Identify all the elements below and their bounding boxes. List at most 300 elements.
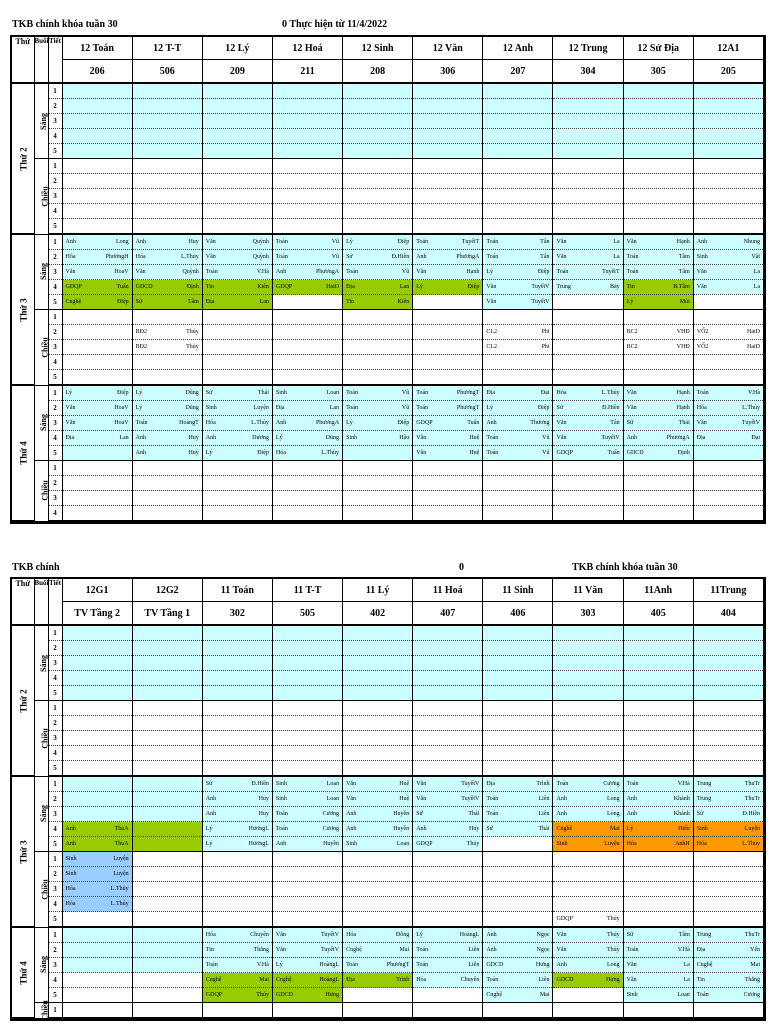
timetable-cell (132, 401, 202, 416)
subject-text: Trung (556, 283, 571, 290)
class-name-header: 12G1 (62, 579, 132, 602)
subject-text: Anh (135, 434, 146, 441)
timetable-cell (623, 776, 693, 792)
timetable-cell (272, 99, 342, 114)
timetable-cell (272, 822, 342, 837)
timetable-cell (272, 686, 342, 701)
timetable-cell (693, 716, 763, 731)
teacher-text: Dương (252, 434, 269, 441)
subject-text: Sinh (275, 795, 287, 802)
timetable-cell (62, 219, 132, 235)
room-header: 205 (693, 60, 763, 84)
teacher-text: L.Thủy (110, 900, 129, 907)
teacher-text: Long (606, 810, 620, 817)
period-number: 4 (48, 204, 62, 219)
timetable-cell (202, 385, 272, 401)
teacher-text: B.Tâm (673, 283, 690, 290)
subject-text: Toán (346, 961, 358, 968)
period-number: 4 (48, 746, 62, 761)
timetable-cell (202, 837, 272, 852)
subject-text: Hóa (205, 931, 216, 938)
timetable-cell (132, 1003, 202, 1019)
timetable-cell (132, 807, 202, 822)
timetable-cell (202, 295, 272, 310)
timetable-cell (483, 189, 553, 204)
subject-text: Anh (556, 810, 567, 817)
subject-text: Văn (486, 298, 497, 305)
timetable-cell (343, 671, 413, 686)
timetable-cell (62, 401, 132, 416)
timetable-cell (553, 385, 623, 401)
timetable-cell (202, 446, 272, 461)
timetable-cell (62, 129, 132, 144)
timetable-cell (623, 867, 693, 882)
timetable-cell (272, 958, 342, 973)
timetable-cell (132, 958, 202, 973)
timetable-cell (413, 325, 483, 340)
timetable-cell (132, 416, 202, 431)
timetable-cell (553, 355, 623, 370)
teacher-text: La (683, 961, 690, 968)
subject-text: Văn (416, 449, 427, 456)
timetable-cell (272, 401, 342, 416)
timetable-cell (202, 83, 272, 99)
teacher-text: Mai (399, 946, 410, 953)
timetable-cell (343, 204, 413, 219)
timetable-cell (202, 882, 272, 897)
class-name-header: 12 Toán (62, 37, 132, 60)
teacher-text: Lan (259, 298, 269, 305)
subject-text: Anh (626, 795, 637, 802)
subject-text: Lý (275, 434, 283, 441)
day-label: Thứ 4 (12, 385, 34, 521)
timetable-cell (202, 988, 272, 1003)
teacher-text: Vật (751, 253, 760, 260)
timetable-cell (483, 355, 553, 370)
teacher-text: Tuấn (467, 419, 480, 426)
subject-text: Địa (486, 780, 496, 787)
period-number: 4 (48, 973, 62, 988)
class-name-header: 11 Hoá (413, 579, 483, 602)
timetable-cell (272, 807, 342, 822)
subject-text: Văn (556, 946, 567, 953)
teacher-text: Huệ (399, 795, 410, 802)
period-number: 2 (48, 250, 62, 265)
subject-text: Toán (486, 238, 499, 245)
timetable-cell (272, 250, 342, 265)
timetable-cell (553, 295, 623, 310)
timetable-cell (202, 129, 272, 144)
subject-text: Anh (486, 931, 497, 938)
timetable-cell (62, 174, 132, 189)
timetable-cell (623, 792, 693, 807)
timetable-cell (553, 746, 623, 761)
teacher-text: Huy (188, 449, 199, 456)
timetable-cell (553, 129, 623, 144)
timetable-cell (623, 280, 693, 295)
timetable-cell (343, 927, 413, 943)
timetable-cell (553, 701, 623, 716)
subject-text: Tin (696, 976, 705, 983)
timetable-cell (202, 401, 272, 416)
period-number: 1 (48, 83, 62, 99)
room-header: 506 (132, 60, 202, 84)
timetable-cell (62, 852, 132, 867)
subject-text: Toán (275, 810, 288, 817)
timetable-cell (413, 1003, 483, 1019)
timetable-cell (553, 943, 623, 958)
timetable-cell (553, 174, 623, 189)
subject-text: Anh (65, 825, 76, 832)
timetable-cell (483, 250, 553, 265)
timetable-cell (413, 129, 483, 144)
subject-text: Toán (416, 389, 429, 396)
timetable-cell (132, 144, 202, 159)
teacher-text: Huy (188, 238, 199, 245)
timetable-cell (202, 761, 272, 777)
timetable-cell (553, 99, 623, 114)
timetable-cell (693, 204, 763, 219)
timetable-cell (413, 973, 483, 988)
timetable-cell (693, 159, 763, 174)
timetable-cell (132, 83, 202, 99)
timetable-cell (202, 204, 272, 219)
timetable-cell (132, 174, 202, 189)
subject-text: GDQP (416, 419, 433, 426)
timetable-cell (483, 731, 553, 746)
timetable-cell (483, 792, 553, 807)
period-number: 5 (48, 144, 62, 159)
subject-text: Cnghệ (205, 976, 222, 983)
class-name-header: 12 Trung (553, 37, 623, 60)
class-name-header: 12 Lý (202, 37, 272, 60)
teacher-text: Thương (530, 419, 550, 426)
teacher-text: Dũng (325, 434, 340, 441)
teacher-text: Điệp (537, 404, 550, 411)
timetable-cell (202, 310, 272, 325)
teacher-text: Loan (326, 780, 340, 787)
timetable-cell (483, 973, 553, 988)
subject-text: Toán (135, 419, 148, 426)
timetable-cell (132, 189, 202, 204)
day-label: Thứ 2 (12, 625, 34, 776)
timetable-cell (553, 370, 623, 386)
teacher-text: L.Thủy (742, 840, 760, 847)
timetable-cell (413, 385, 483, 401)
timetable-cell (202, 174, 272, 189)
timetable-cell (553, 776, 623, 792)
timetable-cell (693, 144, 763, 159)
teacher-text: Ngọc (536, 931, 550, 938)
timetable-cell (343, 280, 413, 295)
timetable-cell (272, 325, 342, 340)
period-number: 5 (48, 295, 62, 310)
teacher-text: L.Thủy (321, 449, 340, 456)
class-name-header: 11Trung (693, 579, 763, 602)
timetable-cell (62, 671, 132, 686)
teacher-text: Đông (395, 931, 410, 938)
subject-text: GDCD (486, 961, 504, 968)
session-label: Sáng (34, 625, 48, 701)
timetable-cell (272, 144, 342, 159)
subject-text: Anh (275, 840, 287, 847)
timetable-cell (413, 491, 483, 506)
timetable-cell (343, 219, 413, 235)
teacher-text: Vũ (401, 389, 410, 396)
teacher-text: Định (677, 449, 690, 456)
timetable-cell (413, 370, 483, 386)
timetable-cell (693, 250, 763, 265)
timetable-cell (623, 506, 693, 522)
subject-text: Lý (486, 268, 494, 275)
timetable-cell (343, 716, 413, 731)
timetable-sheet-1 (10, 35, 766, 524)
period-number: 4 (48, 506, 62, 522)
timetable-cell (693, 776, 763, 792)
timetable-cell (483, 822, 553, 837)
teacher-text: Luyện (744, 825, 760, 832)
timetable-cell (132, 491, 202, 506)
timetable-cell (132, 461, 202, 476)
timetable-cell (693, 731, 763, 746)
period-number: 1 (48, 310, 62, 325)
subject-text: Tin (205, 283, 214, 290)
teacher-text: PhươngH (105, 253, 129, 260)
subject-text: Tin (205, 946, 214, 953)
teacher-text: Tân (540, 253, 550, 260)
timetable-cell (202, 897, 272, 912)
timetable-cell (483, 716, 553, 731)
timetable-cell (132, 204, 202, 219)
timetable-cell (343, 355, 413, 370)
timetable-cell (553, 219, 623, 235)
timetable-cell (553, 792, 623, 807)
subject-text: Toán (626, 946, 639, 953)
timetable-cell (132, 385, 202, 401)
teacher-text: PhươngT (386, 961, 410, 968)
timetable-cell (413, 506, 483, 522)
timetable-cell (343, 310, 413, 325)
teacher-text: Hạnh (676, 389, 690, 396)
period-number: 4 (48, 822, 62, 837)
timetable-cell (62, 144, 132, 159)
timetable-cell (553, 671, 623, 686)
period-number: 5 (48, 988, 62, 1003)
timetable-cell (343, 943, 413, 958)
timetable-cell (132, 506, 202, 522)
teacher-text: L.Thủy (601, 389, 620, 396)
timetable-cell (693, 370, 763, 386)
subject-text: Hóa (416, 976, 427, 983)
class-name-header: 11 T-T (272, 579, 342, 602)
timetable-cell (623, 761, 693, 777)
timetable-cell (553, 716, 623, 731)
timetable-cell (413, 912, 483, 928)
timetable-cell (623, 973, 693, 988)
class-name-header: 12 Hoá (272, 37, 342, 60)
timetable-cell (343, 446, 413, 461)
subject-text: Hóa (346, 931, 357, 938)
timetable-cell (553, 761, 623, 777)
timetable-cell (132, 671, 202, 686)
teacher-text: Tâm (678, 253, 690, 260)
subject-text: Toán (346, 268, 358, 275)
teacher-text: La (753, 283, 760, 290)
teacher-text: Thủy (186, 328, 199, 335)
timetable-cell (62, 491, 132, 506)
subject-text: Toán (556, 268, 569, 275)
timetable-cell (553, 310, 623, 325)
col-header-thu: Thứ (12, 37, 34, 83)
timetable-cell (272, 204, 342, 219)
teacher-text: Luyện (253, 404, 269, 411)
timetable-cell (623, 897, 693, 912)
timetable-cell (693, 174, 763, 189)
teacher-text: Vũ (331, 238, 340, 245)
timetable-cell (693, 431, 763, 446)
timetable-cell (553, 686, 623, 701)
teacher-text: Loan (326, 795, 340, 802)
subject-text: Văn (696, 268, 707, 275)
teacher-text: Thủy (256, 991, 269, 998)
timetable-cell (553, 641, 623, 656)
timetable-cell (343, 686, 413, 701)
timetable-cell (623, 265, 693, 280)
subject-text: Anh (696, 238, 708, 245)
timetable-cell (272, 792, 342, 807)
timetable-cell (483, 461, 553, 476)
timetable-cell (413, 446, 483, 461)
subject-text: Sinh (346, 434, 358, 441)
subject-text: CL2 (486, 343, 498, 350)
teacher-text: PhươngA (315, 419, 340, 426)
timetable-cell (202, 340, 272, 355)
timetable-cell (343, 701, 413, 716)
teacher-text: Trình (536, 780, 550, 787)
timetable-cell (343, 792, 413, 807)
subject-text: Sinh (696, 825, 708, 832)
teacher-text: Hạnh (466, 268, 480, 275)
teacher-text: Huy (188, 434, 199, 441)
timetable-cell (693, 234, 763, 250)
teacher-text: Mai (539, 991, 550, 998)
timetable-cell (272, 897, 342, 912)
subject-text: Hóa (65, 253, 76, 260)
timetable-cell (483, 686, 553, 701)
teacher-text: ThuTr (744, 780, 760, 787)
timetable-cell (483, 807, 553, 822)
teacher-text: Điệp (257, 449, 269, 456)
period-number: 3 (48, 731, 62, 746)
teacher-text: Huyền (393, 810, 410, 817)
timetable-cell (693, 958, 763, 973)
teacher-text: Vũ (401, 404, 410, 411)
teacher-text: Trình (396, 976, 410, 983)
teacher-text: Lan (329, 404, 340, 411)
timetable-cell (693, 701, 763, 716)
period-number: 4 (48, 897, 62, 912)
timetable-cell (272, 867, 342, 882)
room-header: 305 (623, 60, 693, 84)
teacher-text: Cương (743, 991, 760, 998)
timetable-cell (623, 491, 693, 506)
timetable-cell (623, 144, 693, 159)
teacher-text: Yến (750, 946, 760, 953)
timetable-cell (343, 189, 413, 204)
timetable-cell (272, 174, 342, 189)
sheet2-title-left: TKB chính (12, 562, 60, 573)
timetable-cell (272, 159, 342, 174)
session-label: Sáng (34, 83, 48, 159)
subject-text: Toán (626, 780, 639, 787)
timetable-cell (553, 265, 623, 280)
timetable-cell (202, 912, 272, 928)
day-label: Thứ 3 (12, 776, 34, 927)
timetable-cell (413, 716, 483, 731)
timetable-cell (62, 385, 132, 401)
teacher-text: Dũng (185, 404, 199, 411)
timetable-cell (413, 219, 483, 235)
teacher-text: Nhung (743, 238, 760, 245)
teacher-text: L.Thủy (110, 885, 129, 892)
teacher-text: ThuA (114, 840, 129, 847)
subject-text: Anh (556, 795, 567, 802)
teacher-text: Huyền (393, 825, 410, 832)
timetable-cell (202, 776, 272, 792)
session-label: Chiều (34, 852, 48, 928)
teacher-text: La (753, 268, 760, 275)
subject-text: Lý (346, 238, 353, 245)
timetable-cell (202, 355, 272, 370)
period-number: 2 (48, 867, 62, 882)
teacher-text: ThuA (114, 825, 129, 832)
timetable-cell (202, 731, 272, 746)
timetable-cell (483, 701, 553, 716)
timetable-cell (483, 1003, 553, 1019)
timetable-cell (553, 958, 623, 973)
teacher-text: V.Hà (677, 946, 690, 953)
session-label: Sáng (34, 385, 48, 461)
teacher-text: HươngL (248, 825, 269, 832)
teacher-text: Hưng (535, 961, 550, 968)
period-number: 2 (48, 174, 62, 189)
timetable-cell (413, 416, 483, 431)
class-name-header: 11 Toán (202, 579, 272, 602)
subject-text: Lý (626, 298, 634, 305)
teacher-text: Huy (258, 795, 269, 802)
timetable-cell (693, 506, 763, 522)
timetable-cell (202, 867, 272, 882)
subject-text: Văn (346, 795, 357, 802)
room-header: 211 (272, 60, 342, 84)
period-number: 1 (48, 159, 62, 174)
timetable-cell (623, 912, 693, 928)
subject-text: Địa (346, 283, 355, 290)
subject-text: Anh (416, 825, 427, 832)
period-number: 3 (48, 656, 62, 671)
timetable-cell (343, 461, 413, 476)
teacher-text: Tâm (678, 931, 690, 938)
timetable-cell (483, 958, 553, 973)
timetable-cell (62, 731, 132, 746)
timetable-cell (202, 656, 272, 671)
subject-text: Sinh (696, 253, 708, 260)
teacher-text: Tâm (678, 268, 690, 275)
period-number: 5 (48, 761, 62, 777)
timetable-cell (343, 491, 413, 506)
subject-text: Anh (135, 238, 146, 245)
timetable-cell (553, 912, 623, 928)
